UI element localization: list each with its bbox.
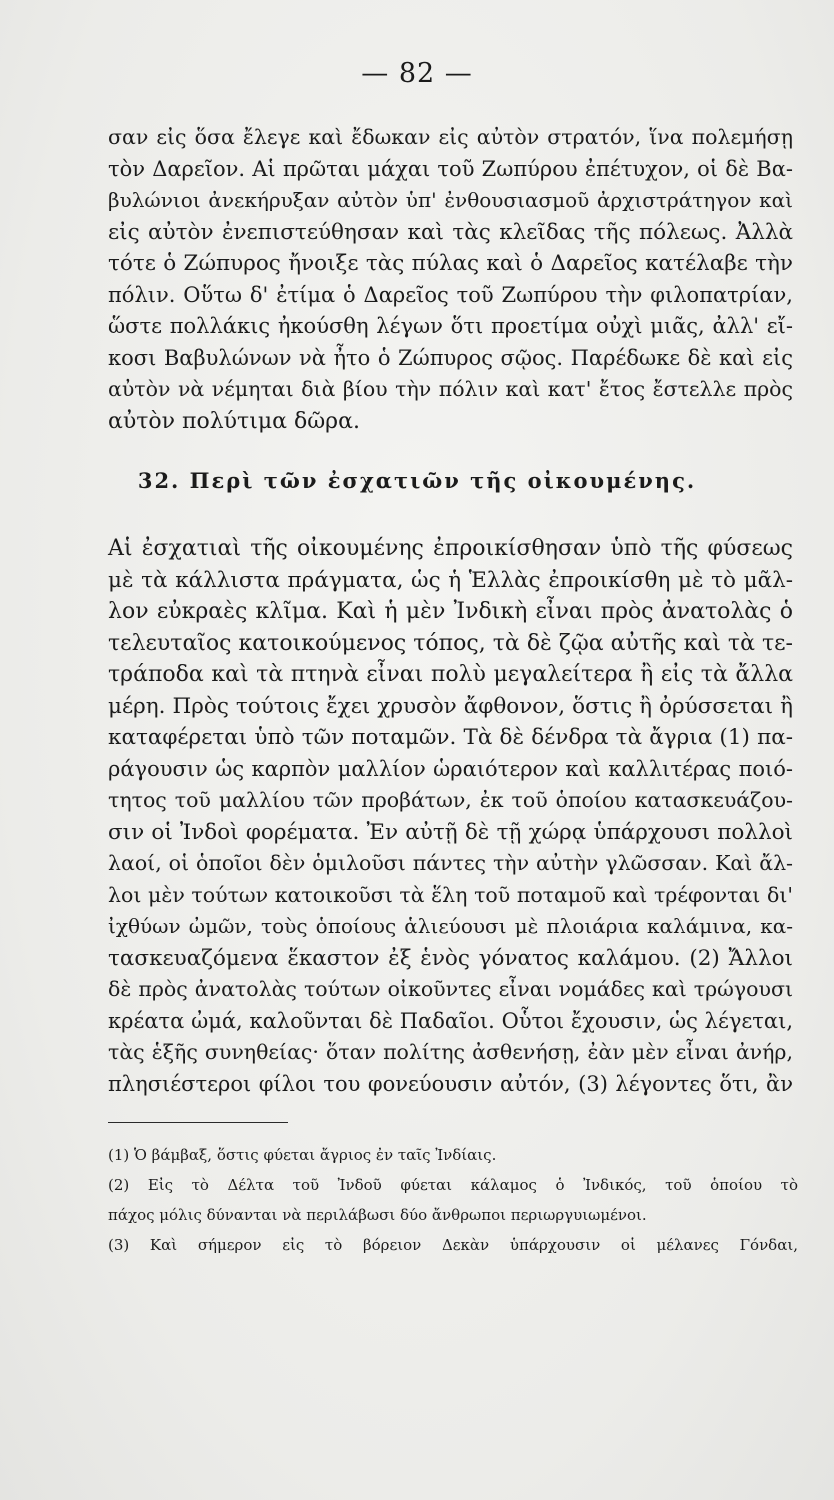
text-line: αὐτὸν πολύτιμα δῶρα. (108, 408, 360, 434)
page-number: — 82 — (361, 58, 473, 89)
text-line: μὲ τὰ κάλλιστα πράγματα, ὡς ἡ Ἑλλὰς ἐπροικίσθη μὲ τὸ μᾶλ- (108, 567, 793, 593)
text-line: σιν οἱ Ἰνδοὶ φορέματα. Ἐν αὐτῇ δὲ τῇ χώρᾳ ὑπάρχουσι πολλοὶ (108, 819, 793, 845)
text-line: εἰς αὐτὸν ἐνεπιστεύθησαν καὶ τὰς κλεῖδας τῆς πόλεως. Ἀλλὰ (108, 219, 793, 245)
text-line: πλησιέστεροι φίλοι του φονεύουσιν αὐτόν, (3) λέγοντες ὅτι, ἂν (108, 1071, 793, 1096)
text-line: μέρη. Πρὸς τούτοις ἔχει χρυσὸν ἄφθονον, ὅστις ἢ ὀρύσσεται ἢ (108, 693, 793, 719)
text-line: κρέατα ὠμά, καλοῦνται δὲ Παδαῖοι. Οὗτοι ἔχουσιν, ὡς λέγεται, (108, 1008, 793, 1033)
text-line: τελευταῖος κατοικούμενος τόπος, τὰ δὲ ζῷα αὐτῆς καὶ τὰ τε- (108, 630, 793, 656)
text-line: ράγουσιν ὡς καρπὸν μαλλίον ὡραιότερον καὶ καλλιτέρας ποιό- (108, 756, 793, 781)
paragraph-india (108, 533, 793, 1100)
text-line: τασκευαζόμενα ἕκαστον ἐξ ἑνὸς γόνατος καλάμου. (2) Ἄλλοι (108, 945, 793, 971)
text-line: ἰχθύων ὠμῶν, τοὺς ὁποίους ἁλιεύουσι μὲ πλοιάρια καλάμινα, κα- (108, 914, 793, 938)
text-line: αὐτὸν νὰ νέμηται διὰ βίου τὴν πόλιν καὶ κατ' ἔτος ἔστελλε πρὸς (108, 377, 793, 401)
text-line: λοι μὲν τούτων κατοικοῦσι τὰ ἕλη τοῦ ποταμοῦ καὶ τρέφονται δι' (108, 882, 793, 907)
text-line: λαοί, οἱ ὁποῖοι δὲν ὁμιλοῦσι πάντες τὴν αὐτὴν γλῶσσαν. Καὶ ἄλ- (108, 851, 793, 875)
section-heading: 32. Περὶ τῶν ἐσχατιῶν τῆς οἰκουμένης. (137, 468, 697, 493)
footnote-2-continued: πάχος μόλις δύνανται νὰ περιλάβωσι δύο ἄνθρωποι περιωργυιωμένοι. (108, 1206, 647, 1224)
text-line: βυλώνιοι ἀνεκήρυξαν αὐτὸν ὑπ' ἐνθουσιασμοῦ ἀρχιστράτηγον καὶ (108, 188, 793, 212)
text-line: δὲ πρὸς ἀνατολὰς τούτων οἰκοῦντες εἶναι νομάδες καὶ τρώγουσι (108, 977, 793, 1001)
footnote-2: (2) Εἰς τὸ Δέλτα τοῦ Ἰνδοῦ φύεται κάλαμος ὁ Ἰνδικός, τοῦ ὁποίου τὸ (108, 1176, 798, 1194)
footnote-3: (3) Καὶ σήμερον εἰς τὸ βόρειον Δεκὰν ὑπάρχουσιν οἱ μέλανες Γόνδαι, (108, 1236, 798, 1254)
paragraph-zopyrus (108, 122, 793, 437)
text-line: τὸν Δαρεῖον. Αἱ πρῶται μάχαι τοῦ Ζωπύρου ἐπέτυχον, οἱ δὲ Βα- (108, 156, 793, 181)
text-line: καταφέρεται ὑπὸ τῶν ποταμῶν. Τὰ δὲ δένδρα τὰ ἄγρια (1) πα- (108, 725, 793, 750)
text-line: τὰς ἑξῆς συνηθείας· ὅταν πολίτης ἀσθενήσῃ, ἐὰν μὲν εἶναι ἀνήρ, (108, 1040, 793, 1064)
footnotes (108, 1140, 798, 1260)
text-line: λον εὐκραὲς κλῖμα. Καὶ ἡ μὲν Ἰνδικὴ εἶναι πρὸς ἀνατολὰς ὁ (108, 599, 793, 624)
text-line: τητος τοῦ μαλλίου τῶν προβάτων, ἐκ τοῦ ὁποίου κατασκευάζου- (108, 788, 793, 812)
text-line: Αἱ ἐσχατιαὶ τῆς οἰκουμένης ἐπροικίσθησαν ὑπὸ τῆς φύσεως (108, 536, 793, 561)
text-line: τράποδα καὶ τὰ πτηνὰ εἶναι πολὺ μεγαλείτερα ἢ εἰς τὰ ἄλλα (108, 662, 793, 687)
text-line: κοσι Βαβυλώνων νὰ ἦτο ὁ Ζώπυρος σῷος. Παρέδωκε δὲ καὶ εἰς (108, 345, 793, 370)
footnote-1: (1) Ὁ βάμβαξ, ὅστις φύεται ἄγριος ἐν ταῖς Ἰνδίαις. (108, 1146, 497, 1164)
text-line: τότε ὁ Ζώπυρος ἤνοιξε τὰς πύλας καὶ ὁ Δαρεῖος κατέλαβε τὴν (108, 251, 793, 276)
text-line: σαν εἰς ὅσα ἔλεγε καὶ ἔδωκαν εἰς αὐτὸν στρατόν, ἵνα πολεμήσῃ (108, 125, 793, 149)
text-line: πόλιν. Οὕτω δ' ἐτίμα ὁ Δαρεῖος τοῦ Ζωπύρου τὴν φιλοπατρίαν, (108, 282, 793, 307)
text-line: ὥστε πολλάκις ἠκούσθη λέγων ὅτι προετίμα οὐχὶ μιᾶς, ἀλλ' εἴ- (108, 314, 793, 338)
footnote-divider (108, 1122, 288, 1123)
